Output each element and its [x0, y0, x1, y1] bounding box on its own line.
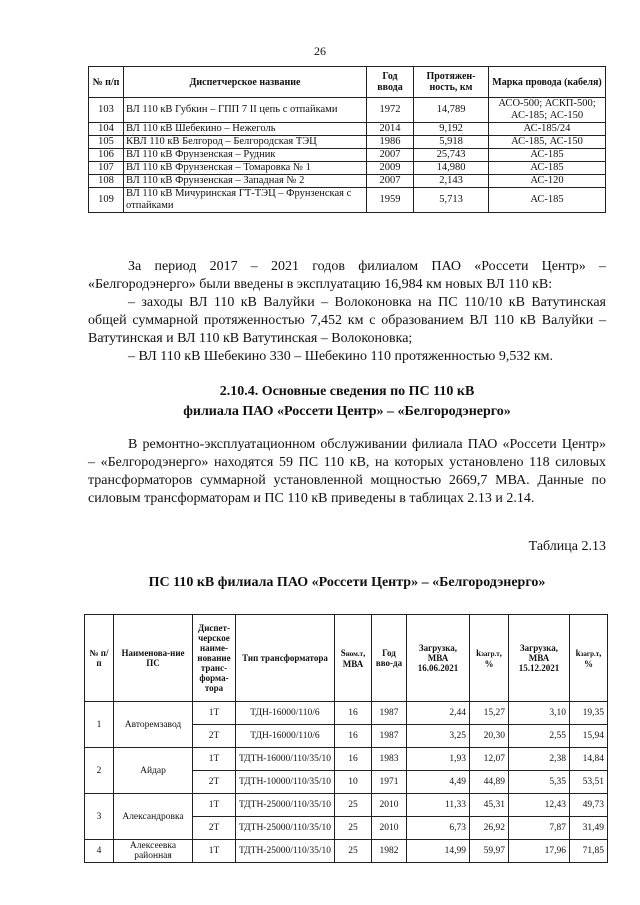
cell-k2: 14,84: [570, 748, 608, 771]
table-row: [85, 702, 608, 725]
cell-type: ТДТН-25000/110/35/10: [236, 794, 335, 817]
s-subscript: ном.т: [345, 649, 364, 658]
cell-load2: 17,96: [509, 840, 570, 863]
table-row: [89, 123, 606, 136]
col-header-k2: [570, 615, 608, 702]
cell-k1: 45,31: [470, 794, 509, 817]
col-header-load1: Загрузка, МВА 16.06.2021: [407, 615, 470, 702]
cell-load2: 3,10: [509, 702, 570, 725]
cell-disp: 2Т: [193, 817, 236, 840]
cell-disp: 1Т: [193, 702, 236, 725]
cell-num: 109: [89, 188, 124, 213]
cell-load1: 6,73: [407, 817, 470, 840]
cell-num: 3: [85, 794, 114, 840]
cell-num: 4: [85, 840, 114, 863]
cell-load2: 2,38: [509, 748, 570, 771]
cell-s: 25: [335, 840, 372, 863]
cell-wire: АС-185: [489, 162, 606, 175]
section-heading-line1: 2.10.4. Основные сведения по ПС 110 кВ: [219, 384, 475, 399]
cell-name: ВЛ 110 кВ Фрунзенская – Рудник: [124, 149, 367, 162]
cell-name: ВЛ 110 кВ Мичуринская ГТ-ТЭЦ – Фрунзенская с отпайками: [124, 188, 367, 213]
cell-year: 1972: [367, 98, 414, 123]
cell-num: 104: [89, 123, 124, 136]
col-header-type: Тип трансформатора: [236, 615, 335, 702]
col-header-year: Год ввода: [367, 67, 414, 98]
k1-subscript: загр.т: [481, 649, 500, 658]
cell-year: 2009: [367, 162, 414, 175]
cell-k2: 31,49: [570, 817, 608, 840]
cell-load1: 4,49: [407, 771, 470, 794]
cell-length: 25,743: [414, 149, 489, 162]
table-header-row: [89, 67, 606, 98]
cell-year: 1971: [372, 771, 407, 794]
col-header-num: № п/п: [89, 67, 124, 98]
col-header-s: [335, 615, 372, 702]
col-header-disp: Диспет-черское наиме-нование транс-форма-тора: [193, 615, 236, 702]
cell-num: 105: [89, 136, 124, 149]
table-row: [89, 149, 606, 162]
cell-year: 2010: [372, 817, 407, 840]
cell-k1: 15,27: [470, 702, 509, 725]
cell-wire: АСО-500; АСКП-500; АС-185; АС-150: [489, 98, 606, 123]
s-symbol: S: [340, 647, 346, 658]
cell-k1: 12,07: [470, 748, 509, 771]
paragraph-item-1: – заходы ВЛ 110 кВ Валуйки – Волоконовка на ПС 110/10 кВ Ватутинская общей суммарной протяженностью 7,452 км с образованием ВЛ 110 кВ Валуйки – Ватутинская и ВЛ 110 кВ Ватутинская – Волоконовка;: [88, 295, 606, 346]
cell-disp: 1Т: [193, 794, 236, 817]
cell-k2: 71,85: [570, 840, 608, 863]
paragraph-intro: За период 2017 – 2021 годов филиалом ПАО «Россети Центр» – «Белгородэнерго» были введены в эксплуатацию 16,984 км новых ВЛ 110 кВ:: [88, 259, 606, 292]
cell-disp: 1Т: [193, 748, 236, 771]
cell-wire: АС-185: [489, 149, 606, 162]
cell-disp: 2Т: [193, 771, 236, 794]
col-header-k1: [470, 615, 509, 702]
cell-num: 103: [89, 98, 124, 123]
cell-disp: 1Т: [193, 840, 236, 863]
cell-wire: АС-185/24: [489, 123, 606, 136]
cell-length: 14,980: [414, 162, 489, 175]
table-row: [85, 840, 608, 863]
table-title: ПС 110 кВ филиала ПАО «Россети Центр» – «Белгородэнерго»: [148, 575, 546, 590]
cell-load1: 2,44: [407, 702, 470, 725]
section-heading-line2: филиала ПАО «Россети Центр» – «Белгородэнерго»: [183, 404, 511, 419]
table-number: Таблица 2.13: [528, 539, 606, 554]
col-header-wire: Марка провода (кабеля): [489, 67, 606, 98]
cell-year: 1987: [372, 725, 407, 748]
k2-subscript: загр.т: [580, 649, 600, 658]
cell-year: 2007: [367, 175, 414, 188]
k2-symbol: k: [575, 647, 581, 658]
cell-name: ВЛ 110 кВ Губкин – ГПП 7 II цепь с отпайками: [124, 98, 367, 123]
cell-k1: 20,30: [470, 725, 509, 748]
table-row: [85, 748, 608, 771]
col-header-name: Наименова-ние ПС: [114, 615, 193, 702]
col-header-year: Год вво-да: [372, 615, 407, 702]
cell-length: 2,143: [414, 175, 489, 188]
cell-k2: 53,51: [570, 771, 608, 794]
cell-type: ТДН-16000/110/6: [236, 725, 335, 748]
col-header-name: Диспетчерское название: [124, 67, 367, 98]
cell-num: 107: [89, 162, 124, 175]
cell-num: 108: [89, 175, 124, 188]
cell-disp: 2Т: [193, 725, 236, 748]
cell-year: 2014: [367, 123, 414, 136]
k2-unit: , %: [584, 647, 602, 669]
cell-length: 9,192: [414, 123, 489, 136]
cell-k1: 26,92: [470, 817, 509, 840]
cell-k1: 59,97: [470, 840, 509, 863]
cell-type: ТДН-16000/110/6: [236, 702, 335, 725]
cell-wire: АС-120: [489, 175, 606, 188]
cell-num: 1: [85, 702, 114, 748]
cell-year: 1959: [367, 188, 414, 213]
cell-num: 106: [89, 149, 124, 162]
col-header-load2: Загрузка, МВА 15.12.2021: [509, 615, 570, 702]
cell-year: 1983: [372, 748, 407, 771]
cell-substation-name: Алексеевка районная: [114, 840, 193, 863]
paragraph-substations: В ремонтно-эксплуатационном обслуживании филиала ПАО «Россети Центр» – «Белгородэнерго» находятся 59 ПС 110 кВ, на которых установлено 118 силовых трансформаторов суммарной установленной мощностью 2669,7 МВА. Данные по силовым трансформаторам и ПС 110 кВ приведены в таблицах 2.13 и 2.14.: [88, 437, 606, 506]
cell-s: 16: [335, 748, 372, 771]
cell-load1: 11,33: [407, 794, 470, 817]
cell-type: ТДТН-25000/110/35/10: [236, 840, 335, 863]
cell-length: 5,713: [414, 188, 489, 213]
cell-length: 5,918: [414, 136, 489, 149]
cell-s: 16: [335, 725, 372, 748]
table-row: [89, 188, 606, 213]
cell-s: 10: [335, 771, 372, 794]
table-row: [89, 136, 606, 149]
cell-length: 14,789: [414, 98, 489, 123]
cell-name: ВЛ 110 кВ Шебекино – Нежеголь: [124, 123, 367, 136]
cell-type: ТДТН-25000/110/35/10: [236, 817, 335, 840]
cell-k2: 15,94: [570, 725, 608, 748]
cell-k2: 49,73: [570, 794, 608, 817]
table-row: [89, 175, 606, 188]
k1-unit: , %: [484, 647, 502, 669]
cell-load2: 5,35: [509, 771, 570, 794]
table-row: [85, 794, 608, 817]
cell-substation-name: Авторемзавод: [114, 702, 193, 748]
page-number: 26: [314, 44, 326, 58]
s-unit: , МВА: [342, 647, 366, 669]
cell-name: КВЛ 110 кВ Белгород – Белгородская ТЭЦ: [124, 136, 367, 149]
cell-name: ВЛ 110 кВ Фрунзенская – Западная № 2: [124, 175, 367, 188]
cell-num: 2: [85, 748, 114, 794]
cell-year: 2010: [372, 794, 407, 817]
cell-type: ТДТН-10000/110/35/10: [236, 771, 335, 794]
cell-year: 1987: [372, 702, 407, 725]
cell-wire: АС-185: [489, 188, 606, 213]
table-row: [89, 98, 606, 123]
overhead-lines-table: [88, 66, 606, 213]
cell-type: ТДТН-16000/110/35/10: [236, 748, 335, 771]
cell-wire: АС-185, АС-150: [489, 136, 606, 149]
cell-s: 25: [335, 794, 372, 817]
cell-s: 25: [335, 817, 372, 840]
cell-substation-name: Айдар: [114, 748, 193, 794]
cell-k1: 44,89: [470, 771, 509, 794]
cell-load1: 3,25: [407, 725, 470, 748]
table-header-row: [85, 615, 608, 702]
cell-year: 1986: [367, 136, 414, 149]
cell-name: ВЛ 110 кВ Фрунзенская – Томаровка № 1: [124, 162, 367, 175]
cell-year: 1982: [372, 840, 407, 863]
table-row: [89, 162, 606, 175]
col-header-num: № п/п: [85, 615, 114, 702]
k1-symbol: k: [476, 647, 482, 658]
cell-load1: 14,99: [407, 840, 470, 863]
cell-load2: 7,87: [509, 817, 570, 840]
cell-substation-name: Александровка: [114, 794, 193, 840]
cell-year: 2007: [367, 149, 414, 162]
substations-table: [84, 614, 608, 863]
cell-load1: 1,93: [407, 748, 470, 771]
cell-load2: 2,55: [509, 725, 570, 748]
cell-k2: 19,35: [570, 702, 608, 725]
paragraph-item-2: – ВЛ 110 кВ Шебекино 330 – Шебекино 110 протяженностью 9,532 км.: [128, 349, 554, 364]
cell-load2: 12,43: [509, 794, 570, 817]
col-header-length: Протяжен-ность, км: [414, 67, 489, 98]
cell-s: 16: [335, 702, 372, 725]
